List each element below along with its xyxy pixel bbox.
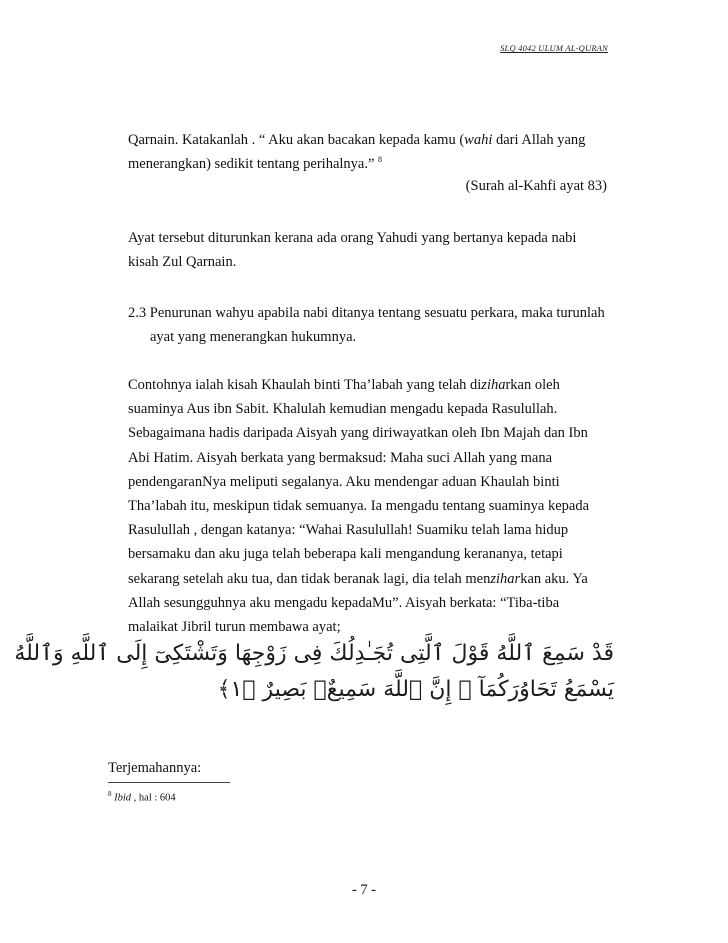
quran-verse-line-1: قَدْ سَمِعَ ٱللَّهُ قَوْلَ ٱلَّتِى تُجَـٰدِلُكَ فِى زَوْجِهَا وَتَشْتَكِىٓ إِلَى ٱللَّهِ وَٱللَّهُ bbox=[14, 641, 614, 666]
italic-term: zihar bbox=[490, 570, 521, 587]
quran-verse-line-2: يَسْمَعُ تَحَاوُرَكُمَآ ۚ إِنَّ ٱللَّهَ سَمِيعٌۢ بَصِيرٌ ﴿١﴾ bbox=[217, 677, 614, 702]
footnote-mark: 8 bbox=[108, 790, 112, 798]
footnote-reference: 8 bbox=[378, 155, 383, 165]
section-heading: 2.3 Penurunan wahyu apabila nabi ditanya tentang sesuatu perkara, maka turunlah ayat yang menerangkan hukumnya. bbox=[128, 305, 605, 345]
quote-paragraph bbox=[128, 128, 608, 176]
running-header: SLQ 4042 ULUM AL-QURAN bbox=[500, 43, 608, 53]
italic-term: wahi bbox=[464, 132, 493, 148]
translation-label: Terjemahannya: bbox=[108, 760, 202, 776]
quote-line-1: Qarnain. Katakanlah . “ Aku akan bacakan kepada kamu (wahi dari Allah yang bbox=[128, 132, 586, 148]
footnote-divider bbox=[108, 782, 230, 783]
italic-term: ziha bbox=[481, 377, 506, 393]
footnote: $^8$ Ibid , hal : 604 bbox=[108, 790, 176, 804]
explanation-paragraph: Ayat tersebut diturunkan kerana ada orang Yahudi yang bertanya kepada nabi kisah Zul Qarnain. bbox=[128, 230, 577, 270]
surah-citation: (Surah al-Kahfi ayat 83) bbox=[465, 178, 607, 194]
example-paragraph: Contohnya ialah kisah Khaulah binti Tha’labah yang telah diziharkan oleh suaminya Aus ibn Sabit. Khalulah kemudian mengadu kepada Rasulullah. Sebagaimana hadis daripada Aisyah yang diriwayatkan oleh Ibn Majah dan Ibn Abi Hatim. Aisyah berkata yang bermaksud: Maha suci Allah yang mana pendengaranNya meliputi segalanya. Aku mendengar aduan Khaulah binti Tha’labah itu, meskipun tidak semuanya. Ia mengadu tentang suaminya kepada Rasulullah , dengan katanya: “Wahai Rasulullah! Suamiku telah lama hidup bersamaku dan aku juga telah beberapa kali mengandung kerananya, tetapi sekarang setelah aku tua, dan tidak beranak lagi, dia telah menziharkan aku. Ya Allah sesungguhnya aku mengadu kepadaMu”. Aisyah berkata: “Tiba-tiba malaikat Jibril turun membawa ayat; bbox=[128, 377, 590, 636]
page-number: - 7 - bbox=[351, 882, 377, 898]
quote-line-2: menerangkan) sedikit tentang perihalnya.” $^8$ bbox=[128, 155, 383, 172]
